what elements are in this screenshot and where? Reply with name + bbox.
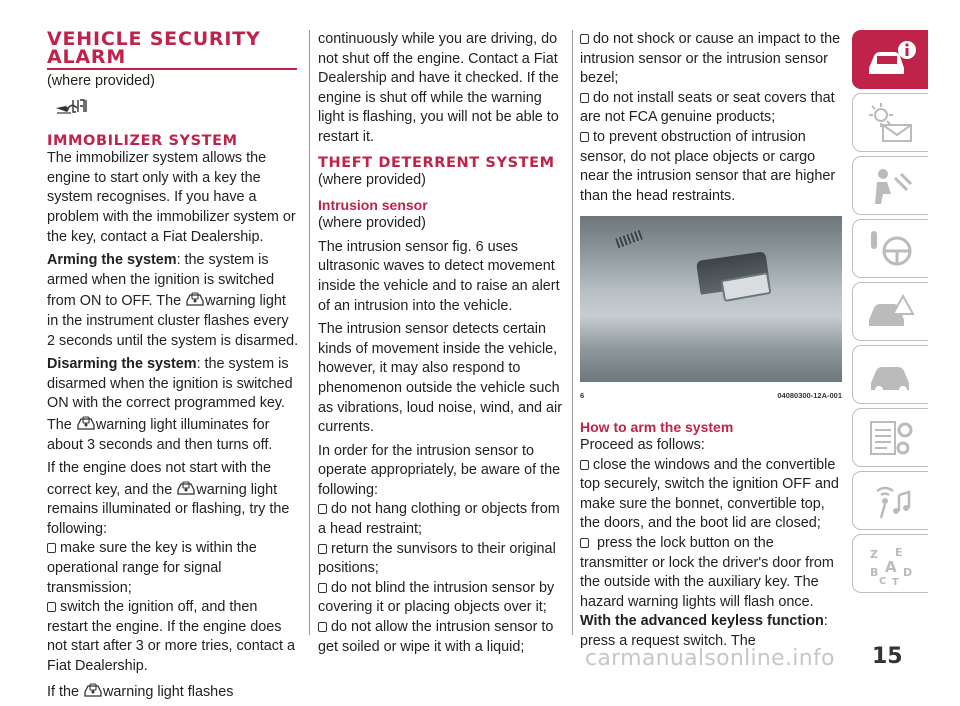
list-item: return the sunvisors to their original positions; bbox=[318, 540, 570, 579]
arm-bullet-2: press the lock button on the transmitter or lock the driver's door from the outside with the auxiliary key. The hazard warning lights will flash once. bbox=[580, 534, 834, 610]
figure-number: 6 bbox=[580, 391, 585, 401]
sidebar-tab-starting[interactable] bbox=[852, 219, 928, 278]
column-divider bbox=[572, 30, 573, 635]
list-item: make sure the key is within the operational range for signal transmission; bbox=[47, 539, 299, 598]
disarming-paragraph bbox=[47, 355, 299, 455]
safety-airbag-icon bbox=[865, 164, 917, 208]
watermark: carmanualsonline.info bbox=[585, 646, 835, 671]
sidebar-tab-safety[interactable] bbox=[852, 156, 928, 215]
column-divider bbox=[309, 30, 310, 635]
intrusion-sensor-heading: Intrusion sensor bbox=[318, 197, 428, 214]
intrusion-p3: In order for the intrusion sensor to operate appropriately, be aware of the following: bbox=[318, 442, 561, 498]
svg-text:Z: Z bbox=[869, 547, 878, 561]
svg-text:C: C bbox=[878, 575, 886, 586]
intrusion-sensor-photo bbox=[580, 216, 842, 382]
sidebar-tab-warning-lights[interactable] bbox=[852, 93, 928, 152]
column-3 bbox=[580, 30, 842, 651]
steering-wheel-key-icon bbox=[865, 227, 917, 271]
nostart-paragraph bbox=[47, 459, 299, 539]
intrusion-sensor-where: (where provided) bbox=[318, 215, 426, 232]
disarming-label: Disarming the system bbox=[47, 356, 197, 373]
list-item: do not allow the intrusion sensor to get soiled or wipe it with a liquid; bbox=[318, 618, 570, 657]
svg-text:E: E bbox=[894, 545, 903, 559]
keyless-label: With the advanced keyless function bbox=[580, 613, 824, 630]
arm-heading: How to arm the system bbox=[580, 418, 734, 435]
arming-text-b: warning light in the instrument cluster flashes every 2 seconds until the system is disarmed. bbox=[47, 293, 299, 349]
svg-text:T: T bbox=[891, 576, 899, 586]
security-warning-light-icon bbox=[76, 414, 96, 432]
flashes-text-a: If the bbox=[47, 683, 79, 700]
sidebar-tab-index[interactable] bbox=[852, 534, 928, 593]
chapter-sidebar bbox=[852, 30, 928, 597]
figure-code: 04080300-12A-001 bbox=[777, 391, 842, 401]
list-item: close the windows and the convertible top securely, switch the ignition OFF and make sure the bonnet, convertible top, the doors, and the boot lid are closed; bbox=[580, 456, 842, 534]
list-item: do not hang clothing or objects from a head restraint; bbox=[318, 500, 570, 539]
immobilizer-key-icon bbox=[53, 96, 93, 118]
security-warning-light-icon bbox=[185, 290, 205, 308]
svg-text:B: B bbox=[869, 565, 878, 579]
figure-caption bbox=[580, 386, 842, 406]
intrusion-p1: The intrusion sensor fig. 6 uses ultrasonic waves to detect movement inside the vehicle and to raise an alert of an intrusion into the vehicle. bbox=[318, 238, 560, 314]
photo-vent bbox=[615, 230, 643, 248]
page-number: 15 bbox=[872, 644, 903, 669]
list-item: switch the ignition off, and then restart the engine. If the engine does not start after 3 or more tries, contact a Fiat Dealership. bbox=[47, 598, 299, 676]
sidebar-tab-emergency[interactable] bbox=[852, 282, 928, 341]
immobilizer-heading: IMMOBILIZER SYSTEM bbox=[47, 133, 238, 150]
flashes-paragraph bbox=[47, 681, 299, 703]
disarming-text-b: warning light illuminates for about 3 seconds and then turns off. bbox=[47, 416, 273, 453]
car-maintenance-icon bbox=[865, 353, 917, 397]
column-1 bbox=[47, 30, 299, 706]
where-provided-note: (where provided) bbox=[47, 73, 155, 89]
svg-text:D: D bbox=[902, 565, 912, 579]
technical-data-icon bbox=[865, 416, 917, 460]
list-item: do not blind the intrusion sensor by covering it or placing objects over it; bbox=[318, 579, 570, 618]
car-info-icon bbox=[865, 38, 917, 82]
index-icon bbox=[865, 542, 917, 586]
arm-intro: Proceed as follows: bbox=[580, 436, 705, 453]
immobilizer-intro: The immobilizer system allows the engine to start only with a key the system recognises. If you have a problem with the immobilizer system or the key, contact a Fiat Dealership. bbox=[47, 150, 296, 245]
flashes-text-b: warning light flashes bbox=[103, 683, 234, 700]
intrusion-p2: The intrusion sensor detects certain kinds of movement inside the vehicle, however, it may also respond to phenomenon outside the vehicle such as vibrations, loud noise, wind, and air currents. bbox=[318, 321, 562, 436]
list-item: do not install seats or seat covers that are not FCA genuine products; bbox=[580, 89, 842, 128]
sidebar-tab-car-info[interactable] bbox=[852, 30, 928, 89]
disarming-text-a: : the system is disarmed when the ignition is switched ON with the correct programmed key. The bbox=[47, 356, 293, 433]
list-item: to prevent obstruction of intrusion sensor, do not place objects or cargo near the intrusion sensor that are higher than the head restraints. bbox=[580, 128, 842, 206]
keyless-text: : press a request switch. The bbox=[580, 613, 828, 649]
security-warning-light-icon bbox=[83, 681, 103, 699]
arming-text-a: : the system is armed when the ignition is switched from ON to OFF. The bbox=[47, 252, 275, 310]
sidebar-tab-maintenance[interactable] bbox=[852, 345, 928, 404]
multimedia-icon bbox=[865, 479, 917, 523]
list-item bbox=[580, 534, 842, 652]
svg-text:A: A bbox=[884, 557, 897, 576]
flashes-continued: continuously while you are driving, do not shut off the engine. Contact a Fiat Dealership and have it checked. If the engine is shut off while the warning light is flashing, you will not be able to restart it. bbox=[318, 31, 559, 145]
sidebar-tab-multimedia[interactable] bbox=[852, 471, 928, 530]
nostart-text-a: If the engine does not start with the correct key, and the bbox=[47, 460, 271, 498]
theft-heading: THEFT DETERRENT SYSTEM bbox=[318, 154, 555, 171]
arming-label: Arming the system bbox=[47, 252, 177, 269]
theft-where-provided: (where provided) bbox=[318, 171, 426, 188]
arming-paragraph bbox=[47, 251, 299, 351]
list-item: do not shock or cause an impact to the intrusion sensor or the intrusion sensor bezel; bbox=[580, 30, 842, 89]
warning-lights-icon bbox=[865, 101, 917, 145]
sidebar-tab-technical-data[interactable] bbox=[852, 408, 928, 467]
security-warning-light-icon bbox=[176, 479, 196, 497]
column-2 bbox=[318, 30, 570, 657]
section-title: VEHICLE SECURITY ALARM bbox=[47, 28, 261, 68]
title-underline bbox=[47, 68, 297, 70]
nostart-text-b: warning light remains illuminated or flashing, try the following: bbox=[47, 481, 290, 537]
emergency-icon bbox=[865, 290, 917, 334]
